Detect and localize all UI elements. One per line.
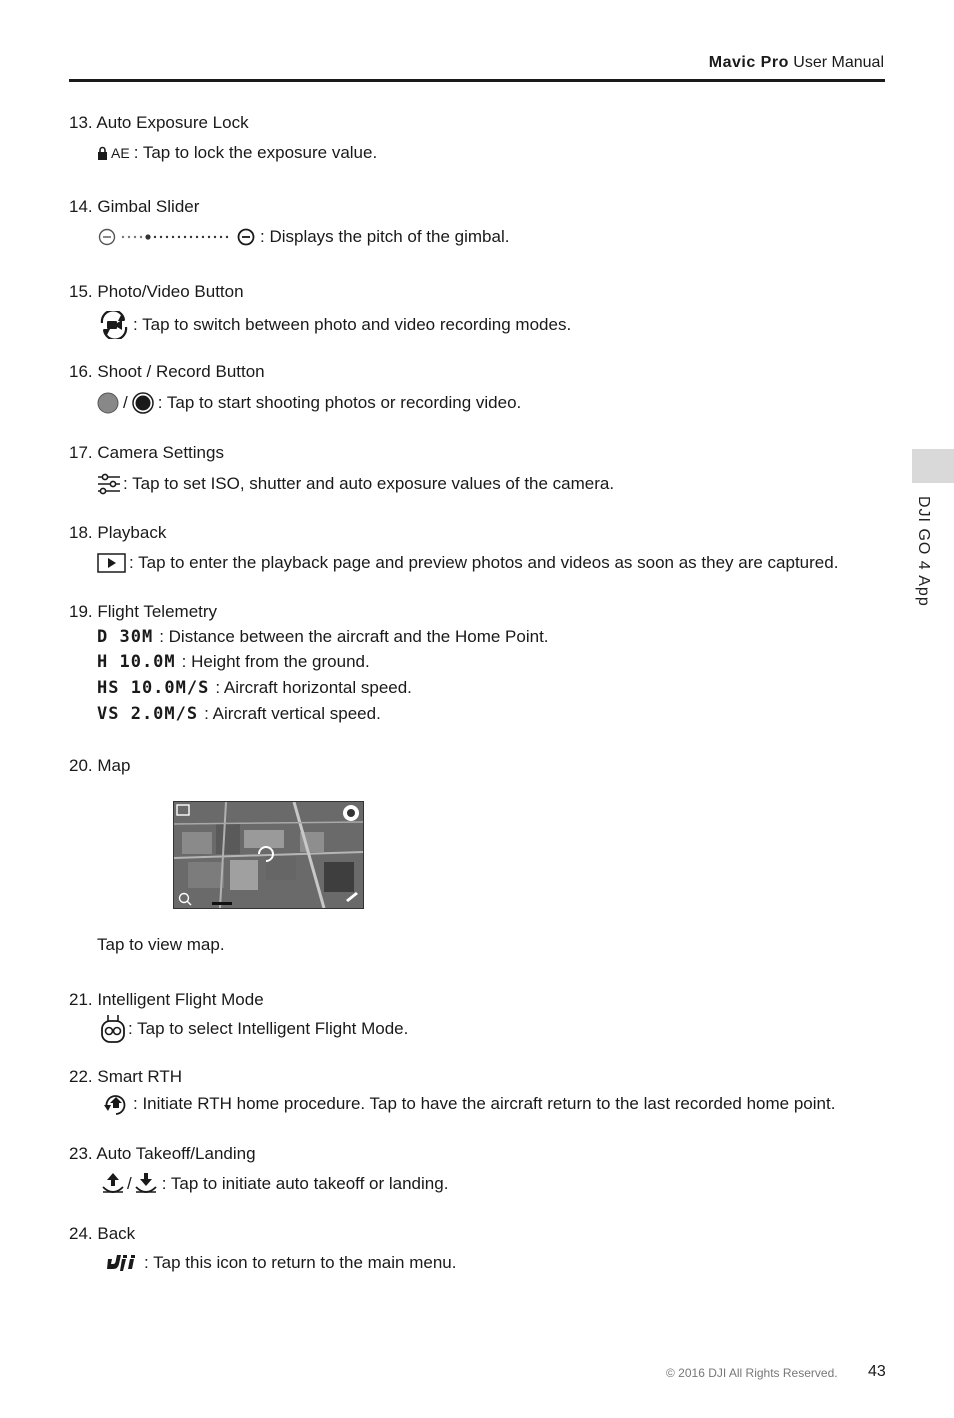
- copyright: © 2016 DJI All Rights Reserved.: [666, 1366, 838, 1380]
- telemetry-desc: : Aircraft vertical speed.: [204, 704, 381, 723]
- sliders-settings-icon: [97, 473, 121, 495]
- section-title-20: 20. Map: [69, 756, 131, 775]
- page-header: [709, 54, 884, 72]
- telemetry-label: H 10.0M: [97, 652, 176, 672]
- record-button-icon: [132, 392, 154, 414]
- dji-logo-icon: [104, 1253, 140, 1273]
- desc-text: : Tap this icon to return to the main menu.: [144, 1253, 457, 1272]
- section-title-14: 14. Gimbal Slider: [69, 197, 200, 216]
- doc-name: User Manual: [793, 54, 884, 71]
- desc-text: : Displays the pitch of the gimbal.: [260, 227, 510, 246]
- side-tab-marker: [912, 449, 954, 483]
- telemetry-row: [97, 627, 549, 647]
- section-desc-13: [97, 143, 377, 163]
- section-desc-22: [103, 1092, 835, 1116]
- takeoff-icon: [101, 1172, 125, 1196]
- section-title-16: 16. Shoot / Record Button: [69, 362, 265, 381]
- desc-text: : Initiate RTH home procedure. Tap to have the aircraft return to the last recorded home point.: [133, 1094, 836, 1113]
- map-desc: Tap to view map.: [97, 935, 225, 954]
- desc-text: : Tap to lock the exposure value.: [133, 143, 378, 162]
- section-title-18: 18. Playback: [69, 523, 167, 542]
- telemetry-desc: : Distance between the aircraft and the Home Point.: [159, 627, 549, 646]
- telemetry-desc: : Aircraft horizontal speed.: [215, 678, 412, 697]
- desc-text: : Tap to select Intelligent Flight Mode.: [128, 1019, 409, 1038]
- section-title-13: 13. Auto Exposure Lock: [69, 113, 249, 132]
- telemetry-row: [97, 678, 412, 698]
- section-desc-15: [97, 311, 571, 339]
- section-title-19: 19. Flight Telemetry: [69, 602, 218, 621]
- section-title-22: 22. Smart RTH: [69, 1067, 183, 1086]
- play-icon: [97, 553, 126, 573]
- page-number: 43: [868, 1363, 886, 1380]
- section-desc-16: [97, 392, 521, 414]
- product-name: Mavic Pro: [708, 54, 789, 71]
- section-desc-23: [101, 1172, 448, 1196]
- section-desc-18: [97, 553, 838, 573]
- landing-icon: [134, 1172, 158, 1196]
- map-thumbnail[interactable]: [173, 801, 364, 909]
- desc-text: : Tap to start shooting photos or recording video.: [157, 393, 522, 412]
- section-desc-24: [104, 1253, 456, 1273]
- desc-text: : Tap to switch between photo and video recording modes.: [133, 315, 572, 334]
- telemetry-row: [97, 652, 370, 672]
- telemetry-label: D 30M: [97, 627, 154, 647]
- desc-text: : Tap to initiate auto takeoff or landing.: [161, 1174, 449, 1193]
- telemetry-label: VS 2.0M/S: [97, 704, 199, 724]
- lock-icon: [97, 146, 108, 160]
- desc-text: : Tap to set ISO, shutter and auto exposure values of the camera.: [123, 474, 615, 493]
- telemetry-row: [97, 704, 381, 724]
- side-tab-label: DJI GO 4 App: [915, 496, 932, 607]
- section-title-24: 24. Back: [69, 1224, 136, 1243]
- photo-video-switch-icon: [97, 311, 131, 339]
- section-desc-17: [97, 473, 614, 495]
- section-title-17: 17. Camera Settings: [69, 443, 224, 462]
- smart-rth-icon: [103, 1092, 129, 1116]
- section-title-23: 23. Auto Takeoff/Landing: [69, 1144, 256, 1163]
- desc-text: : Tap to enter the playback page and preview photos and videos as soon as they are captured.: [129, 553, 839, 572]
- header-rule: [69, 79, 885, 82]
- intelligent-flight-mode-icon: [100, 1014, 126, 1044]
- separator: /: [127, 1174, 132, 1193]
- section-desc-14: [97, 227, 509, 247]
- telemetry-desc: : Height from the ground.: [181, 652, 370, 671]
- section-title-21: 21. Intelligent Flight Mode: [69, 990, 264, 1009]
- section-title-15: 15. Photo/Video Button: [69, 282, 244, 301]
- gimbal-slider-icon: [97, 227, 257, 247]
- section-desc-21: [100, 1014, 408, 1044]
- ae-label: AE: [111, 145, 130, 161]
- shoot-button-icon: [97, 392, 119, 414]
- telemetry-label: HS 10.0M/S: [97, 678, 210, 698]
- separator: /: [123, 393, 128, 412]
